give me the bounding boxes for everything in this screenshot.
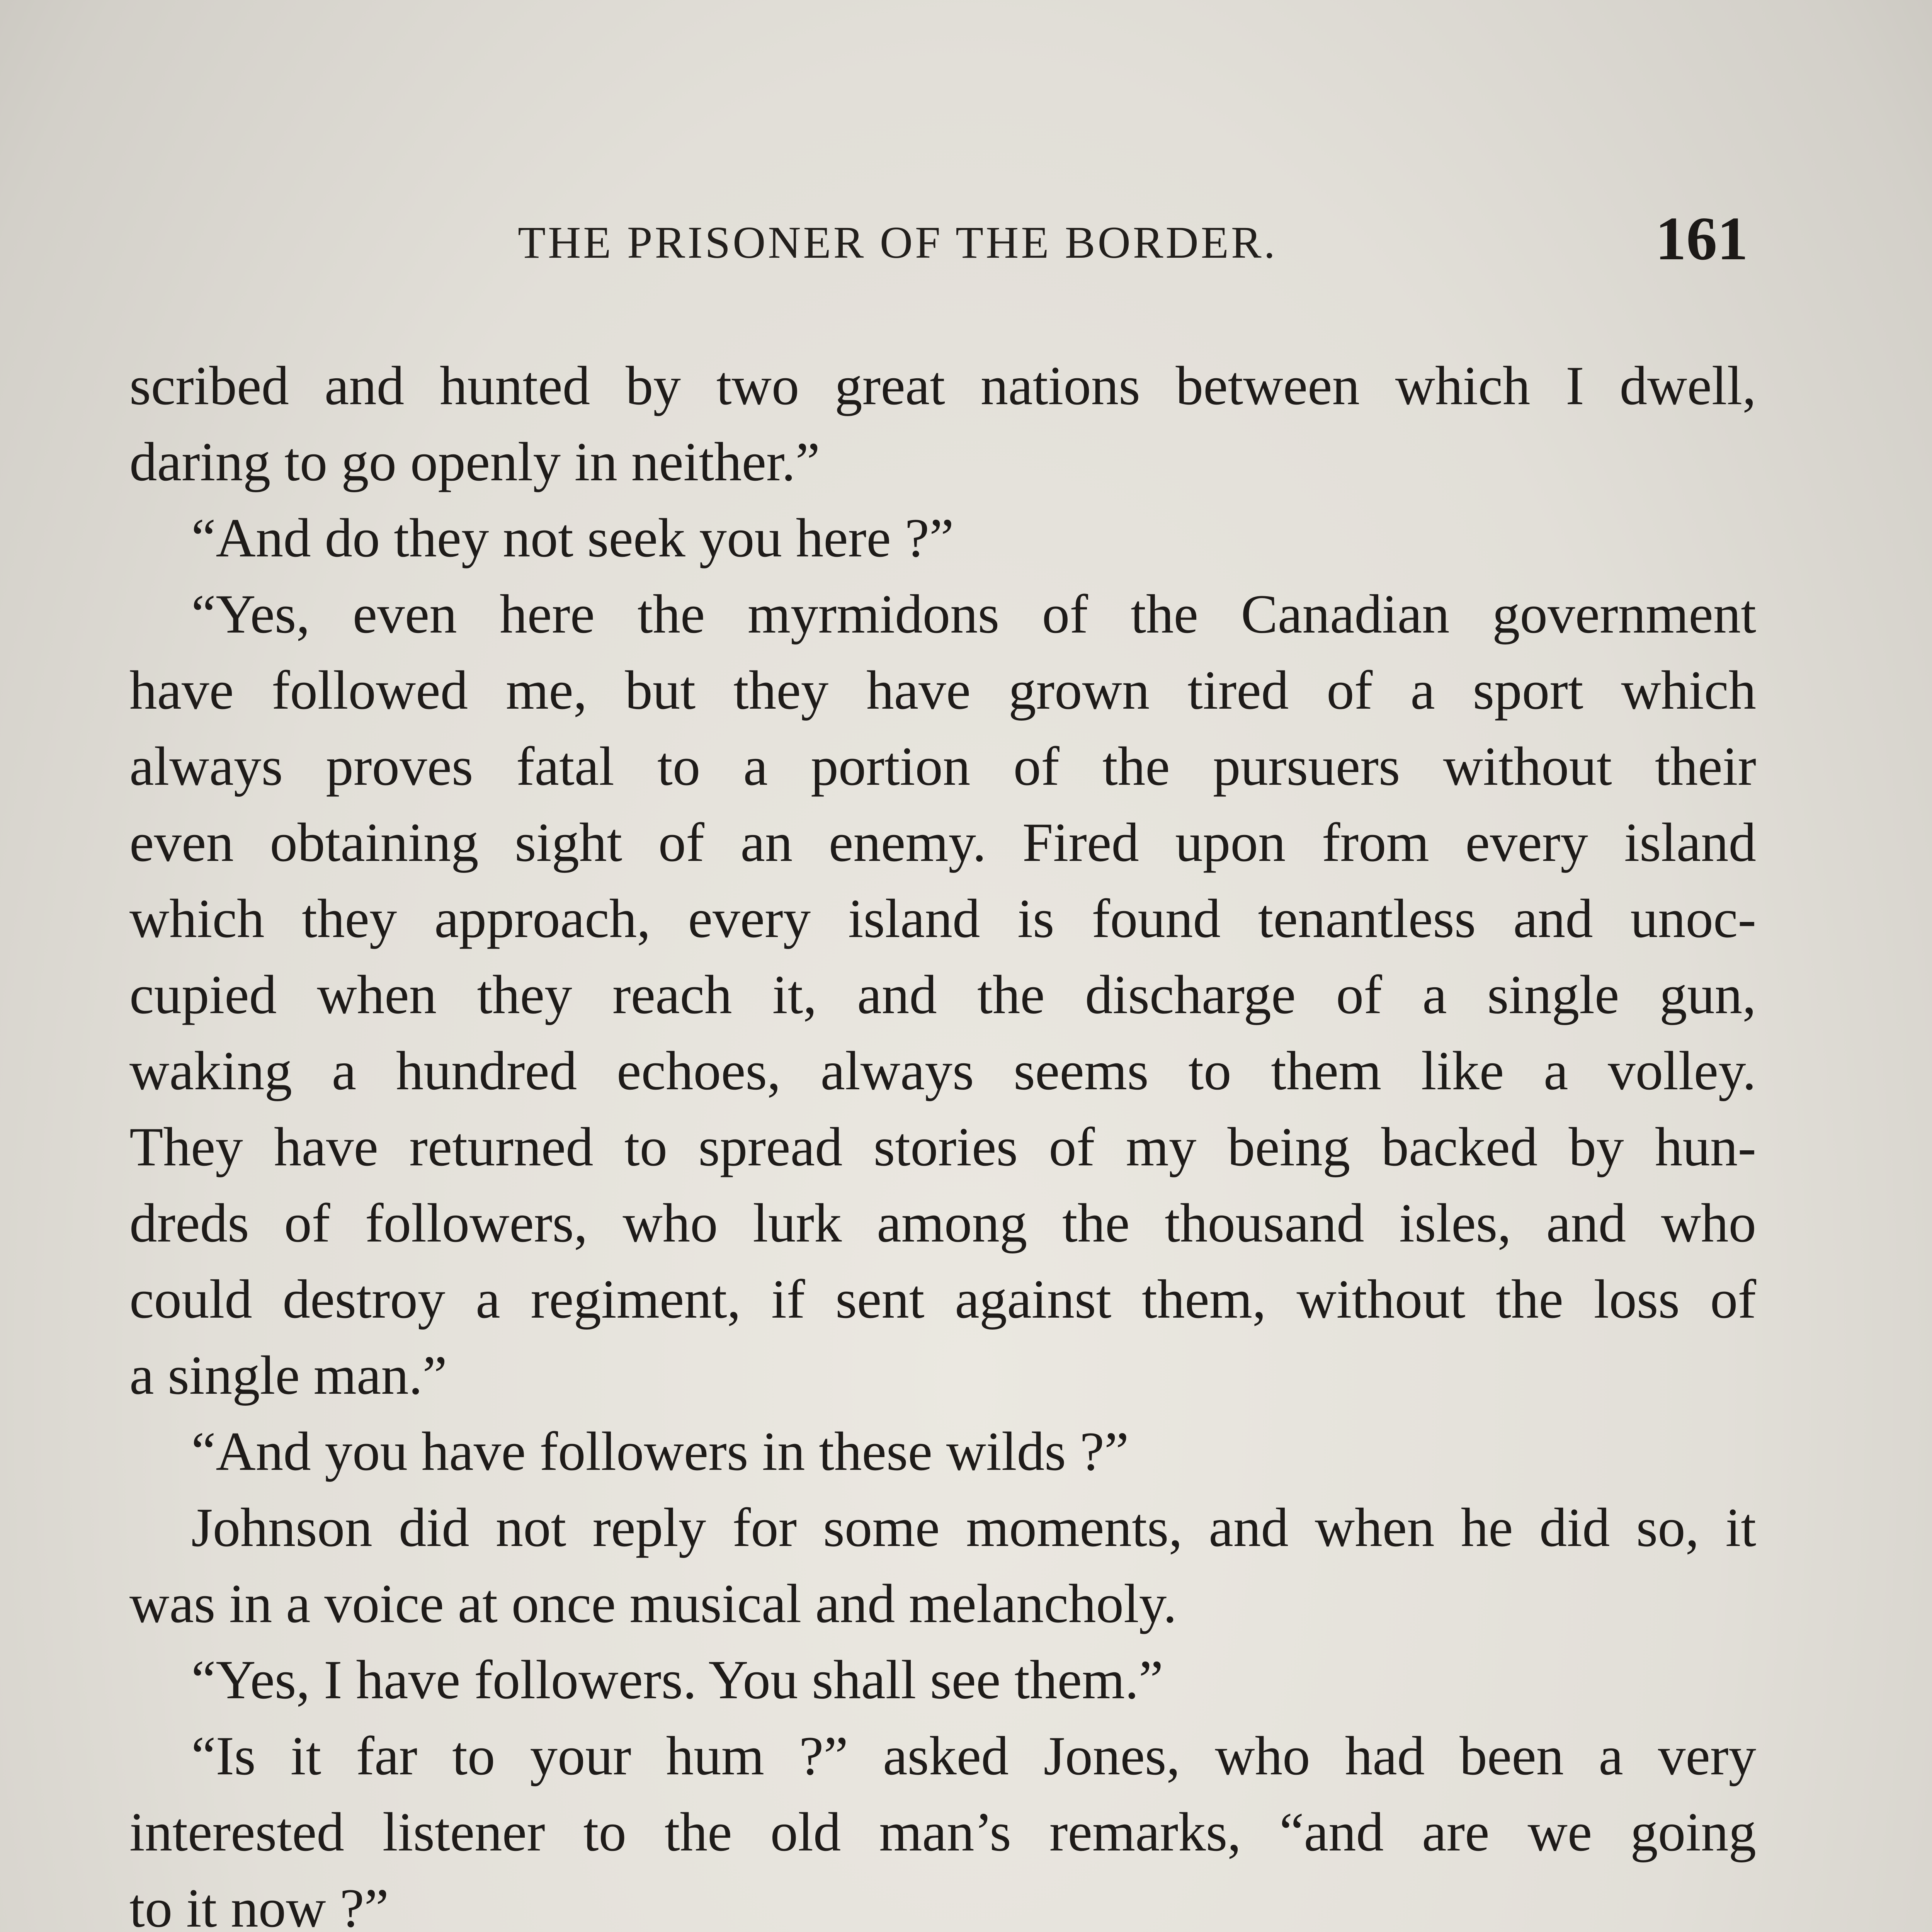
page-number: 161 xyxy=(1655,204,1748,273)
text-line: “Yes, even here the myrmidons of the Canadian government xyxy=(191,583,1756,645)
text-line: “Yes, I have followers. You shall see them.” xyxy=(191,1649,1163,1710)
text-line: could destroy a regiment, if sent against them, without the loss of xyxy=(129,1269,1756,1330)
text-line: Johnson did not reply for some moments, and when he did so, it xyxy=(191,1497,1756,1558)
text-line: which they approach, every island is found tenantless and unoc- xyxy=(129,888,1756,949)
text-line: “And do they not seek you here ?” xyxy=(191,507,954,568)
text-line: They have returned to spread stories of my being backed by hun- xyxy=(129,1116,1756,1177)
text-line: have followed me, but they have grown tired of a sport which xyxy=(129,660,1756,721)
text-line: dreds of followers, who lurk among the thousand isles, and who xyxy=(129,1192,1756,1253)
text-line: was in a voice at once musical and melancholy. xyxy=(129,1573,1177,1634)
text-line: interested listener to the old man’s remarks, “and are we going xyxy=(129,1801,1756,1862)
text-line: cupied when they reach it, and the discharge of a single gun, xyxy=(129,964,1756,1025)
text-line: “And you have followers in these wilds ?” xyxy=(191,1421,1129,1482)
text-line: a single man.” xyxy=(129,1345,447,1406)
text-line: daring to go openly in neither.” xyxy=(129,431,820,492)
text-line: waking a hundred echoes, always seems to them like a volley. xyxy=(129,1040,1756,1101)
text-line: scribed and hunted by two great nations between which I dwell, xyxy=(129,355,1756,416)
text-line: always proves fatal to a portion of the pursuers without their xyxy=(129,736,1756,797)
body-text xyxy=(129,348,1756,1932)
text-line: to it now ?” xyxy=(129,1878,389,1932)
text-line: even obtaining sight of an enemy. Fired upon from every island xyxy=(129,812,1756,873)
running-title: THE PRISONER OF THE BORDER. xyxy=(518,217,1278,268)
text-line: “Is it far to your hum ?” asked Jones, who had been a very xyxy=(191,1725,1756,1786)
